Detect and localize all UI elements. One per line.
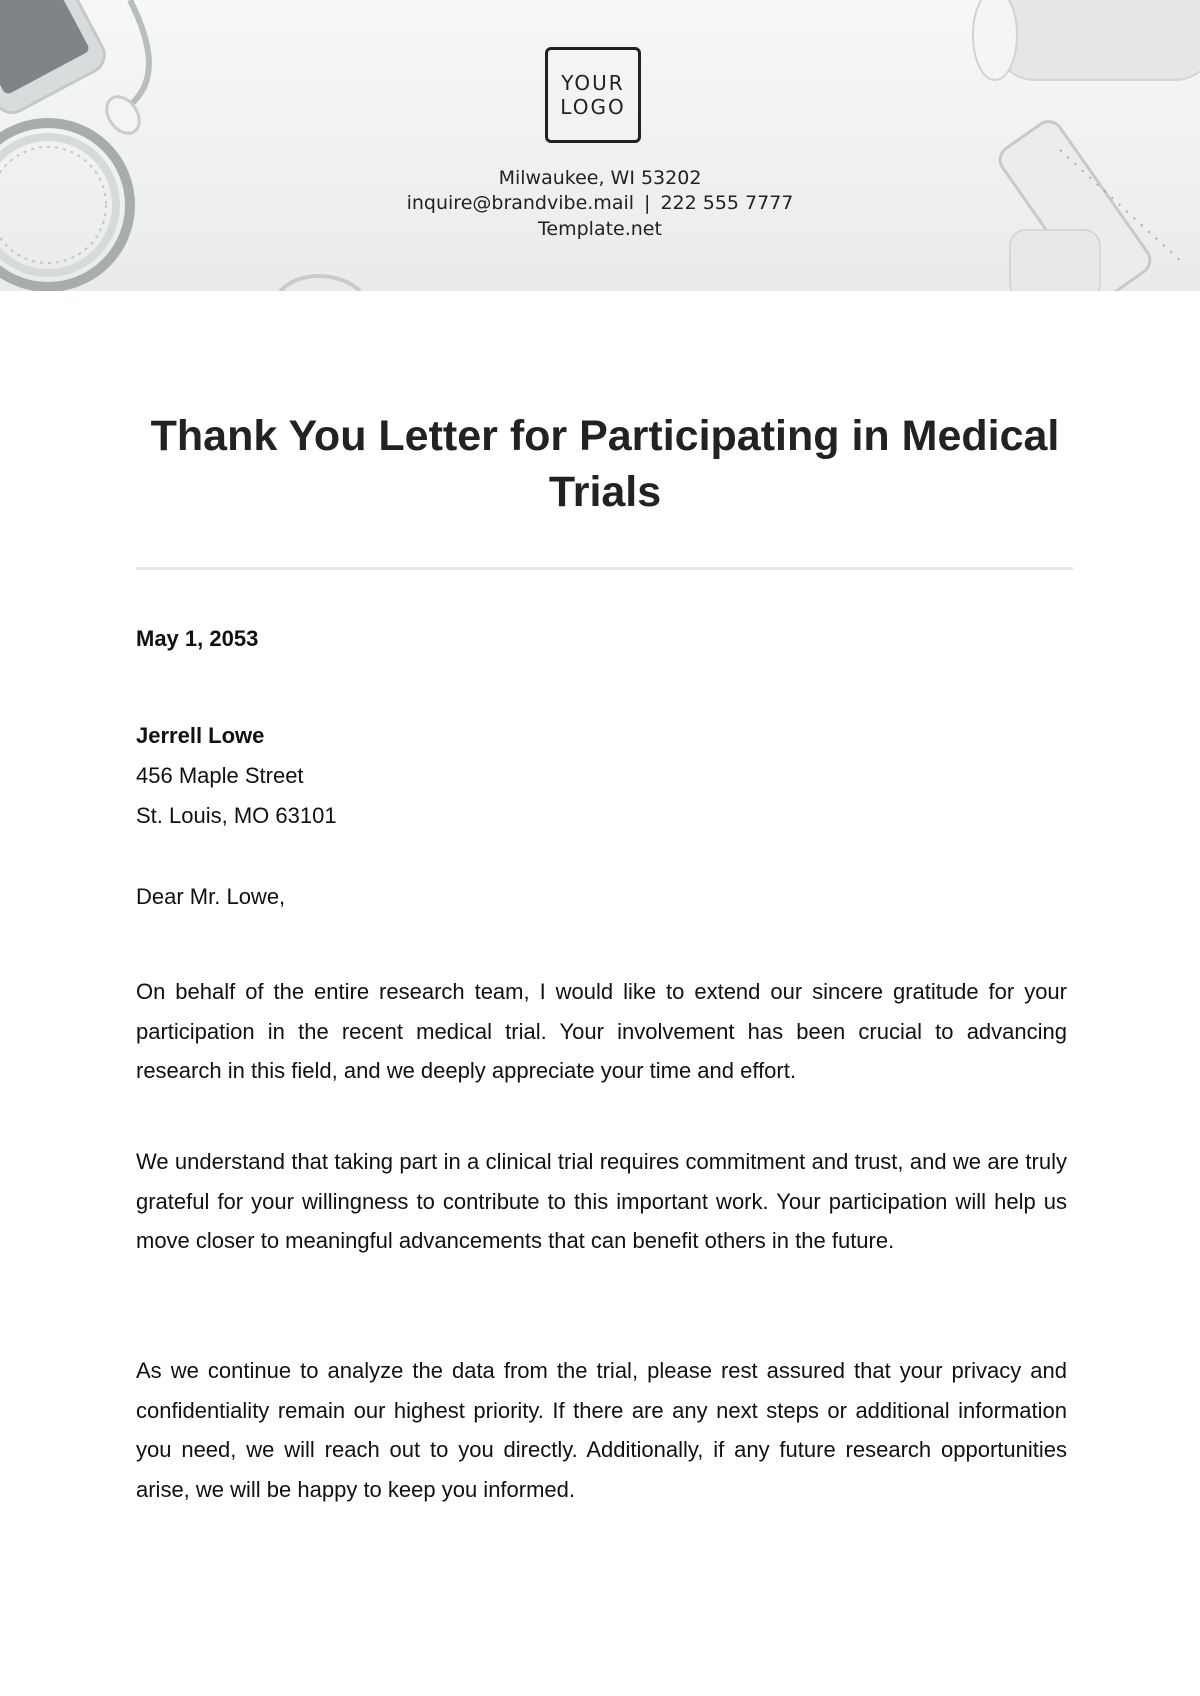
letterhead-banner — [0, 0, 1200, 291]
recipient-block — [136, 716, 337, 836]
company-address: Milwaukee, WI 53202 — [498, 167, 702, 189]
company-phone: 222 555 7777 — [660, 192, 794, 214]
body-paragraph-3: As we continue to analyze the data from the trial, please rest assured that your privacy and confidentiality remain our highest priority. If there are any next steps or additional information you need, we will reach out to you directly. Additionally, if any future research opportunities arise, we will be happy to keep you informed. — [136, 1358, 1067, 1502]
letter-title: Thank You Letter for Participating in Medical Trials — [150, 412, 1060, 516]
tablet-icon — [0, 0, 111, 119]
recipient-street: 456 Maple Street — [136, 763, 304, 788]
salutation: Dear Mr. Lowe, — [136, 884, 286, 909]
body-paragraph-1: On behalf of the entire research team, I would like to extend our sincere gratitude for your participation in the recent medical trial. Your involvement has been crucial to advancing research in this field, and we deeply appreciate your time and effort. — [136, 979, 1067, 1083]
body-paragraph-2: We understand that taking part in a clinical trial requires commitment and trust, and we are truly grateful for your willingness to contribute to this important work. Your participation will help us move closer to meaningful advancements that can benefit others in the future. — [136, 1149, 1067, 1253]
company-logo — [545, 47, 641, 143]
company-email: inquire@brandvibe.mail — [406, 192, 635, 214]
company-contact-line — [0, 192, 1200, 214]
recipient-name: Jerrell Lowe — [136, 723, 265, 748]
title-divider — [136, 567, 1073, 570]
company-website: Template.net — [538, 218, 662, 240]
medical-equipment-photo — [0, 0, 1200, 291]
logo-line-2: LOGO — [560, 95, 626, 119]
contact-separator: | — [644, 192, 651, 214]
recipient-city: St. Louis, MO 63101 — [136, 803, 337, 828]
letter-date: May 1, 2053 — [136, 626, 259, 651]
syringe-icon — [973, 0, 1200, 291]
logo-line-1: YOUR — [561, 71, 625, 95]
